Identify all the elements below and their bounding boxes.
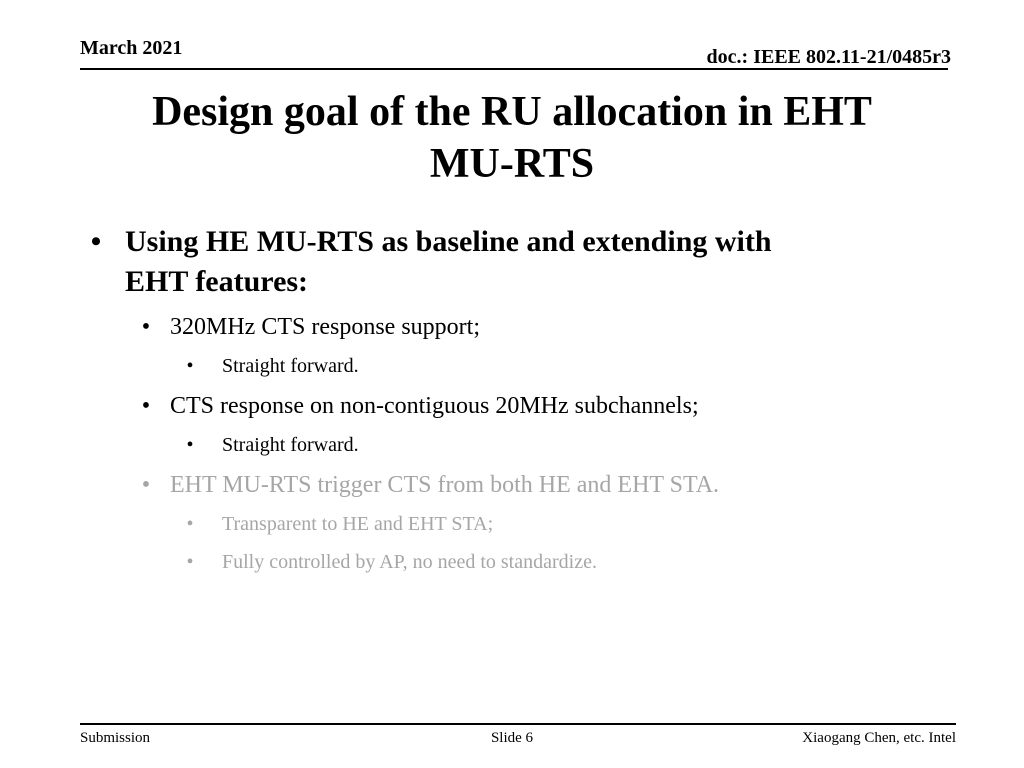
header-divider bbox=[80, 68, 948, 70]
bullet-text: Fully controlled by AP, no need to standardize. bbox=[222, 551, 597, 573]
bullet-marker: • bbox=[186, 355, 194, 377]
bullet-item-level3-dimmed bbox=[184, 510, 944, 538]
bullet-item-level1 bbox=[80, 222, 930, 302]
bullet-text: Transparent to HE and EHT STA; bbox=[222, 513, 494, 535]
bullet-marker: • bbox=[141, 472, 151, 498]
bullet-item-level3-dimmed bbox=[184, 548, 944, 576]
bullet-text: EHT MU-RTS trigger CTS from both HE and EHT STA. bbox=[170, 472, 720, 498]
bullet-marker: • bbox=[90, 225, 102, 258]
bullet-marker: • bbox=[141, 314, 151, 340]
bullet-text: CTS response on non-contiguous 20MHz subchannels; bbox=[170, 393, 699, 419]
footer-submission: Submission bbox=[80, 730, 151, 746]
bullet-item-level2-dimmed bbox=[138, 469, 938, 501]
bullet-marker: • bbox=[186, 434, 194, 456]
bullet-text-line1: Using HE MU-RTS as baseline and extending with bbox=[125, 225, 772, 258]
header-date: March 2021 bbox=[80, 37, 183, 59]
bullet-text: Straight forward. bbox=[222, 355, 359, 377]
footer-slide-number: Slide 6 bbox=[490, 730, 534, 746]
bullet-marker: • bbox=[186, 513, 194, 535]
bullet-item-level3 bbox=[184, 431, 944, 459]
bullet-item-level2 bbox=[138, 311, 938, 343]
bullet-text-line2: EHT features: bbox=[125, 265, 309, 298]
bullet-item-level3 bbox=[184, 352, 944, 380]
bullet-item-level2 bbox=[138, 390, 938, 422]
slide-title-line1: Design goal of the RU allocation in EHT bbox=[152, 89, 872, 135]
footer-divider bbox=[80, 723, 956, 725]
slide-title-line2: MU-RTS bbox=[429, 141, 595, 187]
header-doc-id: doc.: IEEE 802.11-21/0485r3 bbox=[706, 46, 951, 68]
bullet-text: Straight forward. bbox=[222, 434, 359, 456]
bullet-marker: • bbox=[141, 393, 151, 419]
bullet-marker: • bbox=[186, 551, 194, 573]
bullet-text: 320MHz CTS response support; bbox=[170, 314, 480, 340]
footer-author: Xiaogang Chen, etc. Intel bbox=[802, 730, 956, 746]
slide-title bbox=[60, 86, 964, 190]
